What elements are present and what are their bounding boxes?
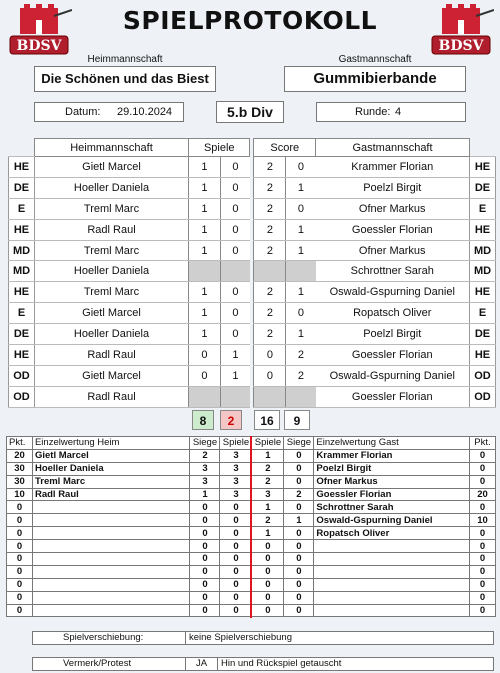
match-score-home: 2 xyxy=(254,240,286,261)
stats-col-guest: Einzelwertung Gast xyxy=(314,437,470,450)
match-score-home: 2 xyxy=(254,282,286,303)
stats-spiele-guest: 0 xyxy=(252,604,284,617)
shift-label: Spielverschiebung: xyxy=(63,632,144,643)
stats-pkt-home: 0 xyxy=(7,604,33,617)
date-value: 29.10.2024 xyxy=(117,106,173,118)
match-row xyxy=(9,240,496,261)
stats-home-player: Hoeller Daniela xyxy=(32,462,190,475)
stats-siege-guest: 0 xyxy=(284,540,314,553)
stats-siege-guest: 0 xyxy=(284,553,314,566)
match-score-guest: 1 xyxy=(286,324,316,345)
stats-spiele-home: 3 xyxy=(220,488,252,501)
guest-team-name: Gummibierbande xyxy=(284,66,466,92)
stats-spiele-home: 0 xyxy=(220,553,252,566)
match-score-guest: 1 xyxy=(286,282,316,303)
stats-guest-player xyxy=(314,565,470,578)
match-games-home: 1 xyxy=(189,198,221,219)
match-games-home: 1 xyxy=(189,219,221,240)
match-score-home: 2 xyxy=(254,303,286,324)
stats-pkt-home: 10 xyxy=(7,488,33,501)
stats-spiele-guest: 2 xyxy=(252,514,284,527)
round-box xyxy=(316,102,466,122)
stats-pkt-home: 30 xyxy=(7,475,33,488)
col-games: Spiele xyxy=(189,139,250,157)
note-row xyxy=(32,657,494,671)
stats-pkt-home: 0 xyxy=(7,553,33,566)
stats-siege-home: 3 xyxy=(190,475,220,488)
stats-pkt-home: 0 xyxy=(7,527,33,540)
match-code-home: MD xyxy=(9,240,35,261)
stats-col-home: Einzelwertung Heim xyxy=(32,437,190,450)
match-home-player: Hoeller Daniela xyxy=(35,261,189,282)
stats-home-player: Radl Raul xyxy=(32,488,190,501)
stats-siege-home: 0 xyxy=(190,565,220,578)
stats-siege-home: 0 xyxy=(190,540,220,553)
stats-pkt-home: 20 xyxy=(7,449,33,462)
match-games-guest: 0 xyxy=(220,219,250,240)
match-code-guest: MD xyxy=(470,261,496,282)
stats-pkt-home: 0 xyxy=(7,540,33,553)
match-guest-player: Oswald-Gspurning Daniel xyxy=(316,282,470,303)
stats-pkt-guest: 0 xyxy=(469,462,495,475)
stats-spiele-home: 0 xyxy=(220,591,252,604)
match-code-guest: OD xyxy=(470,386,496,407)
col-score: Score xyxy=(254,139,316,157)
stats-spiele-home: 3 xyxy=(220,449,252,462)
shift-row xyxy=(32,631,494,645)
stats-col-siege-home: Siege xyxy=(190,437,220,450)
match-row xyxy=(9,345,496,366)
match-code-home: DE xyxy=(9,324,35,345)
match-score-home: 2 xyxy=(254,198,286,219)
match-games-home: 1 xyxy=(189,177,221,198)
match-code-guest: E xyxy=(470,198,496,219)
stats-col-spiele-home: Spiele xyxy=(220,437,252,450)
match-score-guest: 0 xyxy=(286,198,316,219)
match-score-home: 2 xyxy=(254,219,286,240)
match-row xyxy=(9,198,496,219)
stats-siege-home: 3 xyxy=(190,462,220,475)
stats-spiele-home: 0 xyxy=(220,578,252,591)
stats-spiele-home: 0 xyxy=(220,514,252,527)
stats-siege-home: 0 xyxy=(190,514,220,527)
stats-divider xyxy=(250,436,252,618)
match-games-home: 1 xyxy=(189,303,221,324)
stats-home-player: Treml Marc xyxy=(32,475,190,488)
stats-spiele-home: 0 xyxy=(220,604,252,617)
stats-siege-home: 0 xyxy=(190,553,220,566)
stats-guest-player xyxy=(314,553,470,566)
stats-siege-guest: 0 xyxy=(284,604,314,617)
round-label: Runde: xyxy=(355,106,391,118)
match-code-guest: E xyxy=(470,303,496,324)
match-guest-player: Ofner Markus xyxy=(316,240,470,261)
match-score-guest xyxy=(286,261,316,282)
stats-spiele-home: 0 xyxy=(220,565,252,578)
match-games-guest: 0 xyxy=(220,240,250,261)
stats-siege-guest: 0 xyxy=(284,527,314,540)
total-games-guest: 2 xyxy=(220,410,242,430)
stats-home-player xyxy=(32,540,190,553)
stats-col-siege-guest: Siege xyxy=(284,437,314,450)
stats-spiele-home: 0 xyxy=(220,540,252,553)
date-box xyxy=(34,102,184,122)
col-home: Heimmannschaft xyxy=(35,139,189,157)
stats-siege-guest: 0 xyxy=(284,578,314,591)
match-row xyxy=(9,365,496,386)
stats-siege-guest: 0 xyxy=(284,462,314,475)
stats-siege-home: 0 xyxy=(190,591,220,604)
stats-col-spiele-guest: Spiele xyxy=(252,437,284,450)
match-score-guest: 2 xyxy=(286,365,316,386)
match-games-guest: 0 xyxy=(220,198,250,219)
match-score-guest: 1 xyxy=(286,219,316,240)
stats-home-player xyxy=(32,565,190,578)
stats-siege-guest: 0 xyxy=(284,475,314,488)
stats-spiele-guest: 1 xyxy=(252,449,284,462)
stats-guest-player xyxy=(314,578,470,591)
match-code-home: DE xyxy=(9,177,35,198)
match-code-home: E xyxy=(9,198,35,219)
match-home-player: Gietl Marcel xyxy=(35,365,189,386)
stats-siege-guest: 2 xyxy=(284,488,314,501)
note-flag: JA xyxy=(185,658,217,670)
stats-spiele-home: 0 xyxy=(220,501,252,514)
stats-spiele-guest: 2 xyxy=(252,475,284,488)
match-guest-player: Oswald-Gspurning Daniel xyxy=(316,365,470,386)
match-guest-player: Ropatsch Oliver xyxy=(316,303,470,324)
stats-home-player: Gietl Marcel xyxy=(32,449,190,462)
stats-siege-home: 0 xyxy=(190,501,220,514)
stats-siege-guest: 0 xyxy=(284,565,314,578)
stats-home-player xyxy=(32,604,190,617)
stats-spiele-guest: 0 xyxy=(252,591,284,604)
logo-text: BDSV xyxy=(438,38,484,54)
total-score-home: 16 xyxy=(254,410,280,430)
stats-pkt-home: 0 xyxy=(7,565,33,578)
match-games-guest xyxy=(220,261,250,282)
match-guest-player: Schrottner Sarah xyxy=(316,261,470,282)
bdsv-logo-right xyxy=(428,4,494,58)
match-code-guest: MD xyxy=(470,240,496,261)
stats-spiele-guest: 1 xyxy=(252,527,284,540)
stats-guest-player: Goessler Florian xyxy=(314,488,470,501)
stats-spiele-guest: 3 xyxy=(252,488,284,501)
match-row xyxy=(9,177,496,198)
match-home-player: Hoeller Daniela xyxy=(35,324,189,345)
stats-home-player xyxy=(32,553,190,566)
match-score-home: 2 xyxy=(254,177,286,198)
match-code-guest: HE xyxy=(470,157,496,178)
total-games-home: 8 xyxy=(192,410,214,430)
stats-guest-player: Schrottner Sarah xyxy=(314,501,470,514)
match-code-home: HE xyxy=(9,345,35,366)
match-home-player: Treml Marc xyxy=(35,240,189,261)
match-row xyxy=(9,303,496,324)
match-games-home: 1 xyxy=(189,282,221,303)
match-score-home: 0 xyxy=(254,345,286,366)
match-code-guest: DE xyxy=(470,324,496,345)
match-games-guest xyxy=(220,386,250,407)
match-score-home xyxy=(254,261,286,282)
stats-pkt-guest: 0 xyxy=(469,449,495,462)
match-code-home: OD xyxy=(9,365,35,386)
stats-pkt-guest: 0 xyxy=(469,578,495,591)
stats-spiele-guest: 1 xyxy=(252,501,284,514)
stats-guest-player xyxy=(314,591,470,604)
match-score-guest: 2 xyxy=(286,345,316,366)
home-team-name: Die Schönen und das Biest xyxy=(34,66,216,92)
match-score-guest: 0 xyxy=(286,157,316,178)
match-row xyxy=(9,386,496,407)
stats-siege-guest: 0 xyxy=(284,591,314,604)
stats-pkt-home: 30 xyxy=(7,462,33,475)
match-guest-player: Goessler Florian xyxy=(316,386,470,407)
stats-pkt-guest: 0 xyxy=(469,501,495,514)
match-code-home: E xyxy=(9,303,35,324)
stats-siege-guest: 0 xyxy=(284,501,314,514)
match-score-home: 0 xyxy=(254,365,286,386)
stats-pkt-guest: 0 xyxy=(469,604,495,617)
stats-spiele-guest: 0 xyxy=(252,578,284,591)
match-code-home: HE xyxy=(9,219,35,240)
stats-pkt-guest: 0 xyxy=(469,527,495,540)
match-games-home: 1 xyxy=(189,240,221,261)
match-row xyxy=(9,261,496,282)
stats-siege-guest: 0 xyxy=(284,449,314,462)
stats-spiele-guest: 0 xyxy=(252,565,284,578)
stats-pkt-guest: 0 xyxy=(469,553,495,566)
match-code-guest: OD xyxy=(470,365,496,386)
match-games-guest: 1 xyxy=(220,345,250,366)
stats-pkt-home: 0 xyxy=(7,501,33,514)
match-row xyxy=(9,282,496,303)
match-code-home: MD xyxy=(9,261,35,282)
stats-home-player xyxy=(32,501,190,514)
match-home-player: Hoeller Daniela xyxy=(35,177,189,198)
stats-pkt-home: 0 xyxy=(7,578,33,591)
match-games-home xyxy=(189,386,221,407)
stats-col-pkt-guest: Pkt. xyxy=(469,437,495,450)
stats-siege-home: 0 xyxy=(190,527,220,540)
match-score-guest: 1 xyxy=(286,240,316,261)
match-guest-player: Poelzl Birgit xyxy=(316,177,470,198)
match-games-home: 1 xyxy=(189,157,221,178)
match-guest-player: Krammer Florian xyxy=(316,157,470,178)
match-row xyxy=(9,324,496,345)
note-value: Hin und Rückspiel getauscht xyxy=(217,658,341,670)
stats-pkt-guest: 0 xyxy=(469,565,495,578)
stats-siege-home: 1 xyxy=(190,488,220,501)
match-home-player: Gietl Marcel xyxy=(35,303,189,324)
stats-spiele-home: 3 xyxy=(220,462,252,475)
stats-pkt-home: 0 xyxy=(7,514,33,527)
stats-pkt-guest: 0 xyxy=(469,475,495,488)
match-code-guest: HE xyxy=(470,345,496,366)
match-games-guest: 0 xyxy=(220,157,250,178)
match-home-player: Radl Raul xyxy=(35,345,189,366)
home-team-label: Heimmannschaft xyxy=(87,54,163,65)
match-home-player: Treml Marc xyxy=(35,198,189,219)
match-code-guest: HE xyxy=(470,282,496,303)
stats-spiele-guest: 0 xyxy=(252,553,284,566)
match-home-player: Radl Raul xyxy=(35,219,189,240)
stats-siege-home: 0 xyxy=(190,578,220,591)
match-code-home: HE xyxy=(9,282,35,303)
stats-home-player xyxy=(32,514,190,527)
stats-pkt-guest: 20 xyxy=(469,488,495,501)
match-row xyxy=(9,219,496,240)
match-code-guest: HE xyxy=(470,219,496,240)
stats-spiele-guest: 0 xyxy=(252,540,284,553)
round-value: 4 xyxy=(395,106,402,118)
note-label: Vermerk/Protest xyxy=(63,658,132,669)
match-games-home: 0 xyxy=(189,345,221,366)
match-score-guest: 1 xyxy=(286,177,316,198)
stats-home-player xyxy=(32,591,190,604)
stats-guest-player xyxy=(314,540,470,553)
match-guest-player: Goessler Florian xyxy=(316,219,470,240)
match-code-home: HE xyxy=(9,157,35,178)
stats-pkt-guest: 0 xyxy=(469,591,495,604)
stats-spiele-home: 0 xyxy=(220,527,252,540)
stats-pkt-guest: 10 xyxy=(469,514,495,527)
match-score-guest: 0 xyxy=(286,303,316,324)
match-games-home: 1 xyxy=(189,324,221,345)
stats-spiele-guest: 2 xyxy=(252,462,284,475)
stats-pkt-guest: 0 xyxy=(469,540,495,553)
stats-siege-guest: 1 xyxy=(284,514,314,527)
match-code-guest: DE xyxy=(470,177,496,198)
match-games-guest: 0 xyxy=(220,282,250,303)
stats-siege-home: 2 xyxy=(190,449,220,462)
match-guest-player: Poelzl Birgit xyxy=(316,324,470,345)
stats-guest-player: Krammer Florian xyxy=(314,449,470,462)
match-games-home: 0 xyxy=(189,365,221,386)
stats-siege-home: 0 xyxy=(190,604,220,617)
match-guest-player: Ofner Markus xyxy=(316,198,470,219)
match-guest-player: Goessler Florian xyxy=(316,345,470,366)
stats-guest-player: Poelzl Birgit xyxy=(314,462,470,475)
stats-col-pkt-home: Pkt. xyxy=(7,437,33,450)
shift-value: keine Spielverschiebung xyxy=(185,632,292,644)
division: 5.b Div xyxy=(216,101,284,123)
match-games-guest: 0 xyxy=(220,303,250,324)
stats-guest-player: Ofner Markus xyxy=(314,475,470,488)
match-home-player: Radl Raul xyxy=(35,386,189,407)
stats-home-player xyxy=(32,527,190,540)
stats-guest-player xyxy=(314,604,470,617)
guest-team-label: Gastmannschaft xyxy=(338,54,412,65)
match-score-home: 2 xyxy=(254,157,286,178)
stats-home-player xyxy=(32,578,190,591)
match-score-home: 2 xyxy=(254,324,286,345)
match-score-home xyxy=(254,386,286,407)
col-guest: Gastmannschaft xyxy=(316,139,470,157)
page-title: SPIELPROTOKOLL xyxy=(122,6,378,35)
date-label: Datum: xyxy=(65,106,101,118)
match-code-home: OD xyxy=(9,386,35,407)
stats-pkt-home: 0 xyxy=(7,591,33,604)
match-games-guest: 0 xyxy=(220,324,250,345)
match-games-guest: 1 xyxy=(220,365,250,386)
match-games-home xyxy=(189,261,221,282)
match-score-guest xyxy=(286,386,316,407)
match-games-guest: 0 xyxy=(220,177,250,198)
stats-spiele-home: 3 xyxy=(220,475,252,488)
match-row xyxy=(9,157,496,178)
bdsv-logo-left xyxy=(6,4,72,58)
stats-guest-player: Ropatsch Oliver xyxy=(314,527,470,540)
match-home-player: Gietl Marcel xyxy=(35,157,189,178)
stats-guest-player: Oswald-Gspurning Daniel xyxy=(314,514,470,527)
match-table xyxy=(8,138,496,408)
logo-text: BDSV xyxy=(16,38,62,54)
total-score-guest: 9 xyxy=(284,410,310,430)
match-home-player: Treml Marc xyxy=(35,282,189,303)
